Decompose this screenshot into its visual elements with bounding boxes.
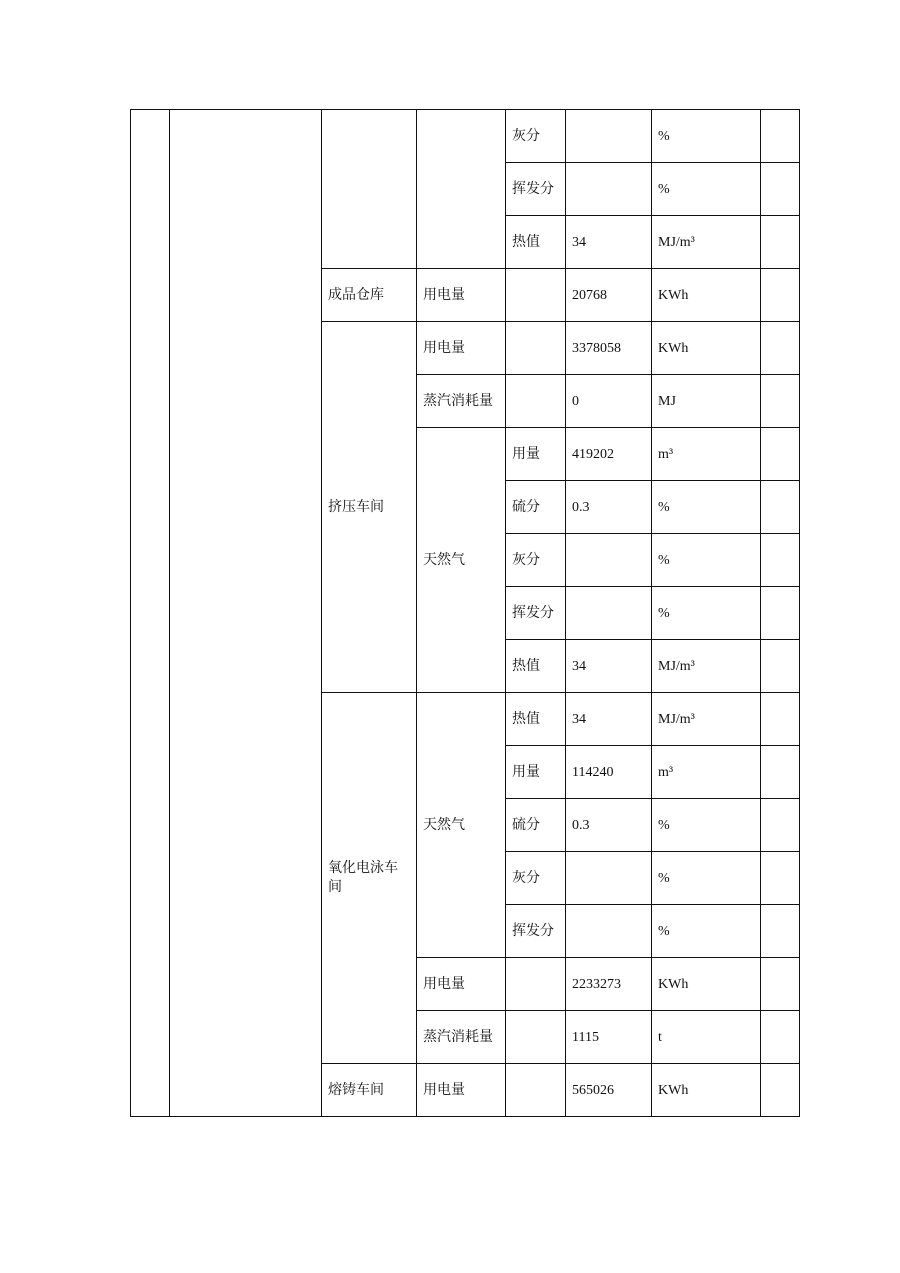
parameter-cell bbox=[506, 269, 566, 322]
unit-cell: KWh bbox=[652, 269, 761, 322]
remark-cell bbox=[761, 481, 800, 534]
parameter-cell: 挥发分 bbox=[506, 587, 566, 640]
value-cell bbox=[566, 852, 652, 905]
parameter-cell bbox=[506, 1011, 566, 1064]
parameter-cell: 用量 bbox=[506, 428, 566, 481]
remark-cell bbox=[761, 322, 800, 375]
remark-cell bbox=[761, 163, 800, 216]
parameter-cell bbox=[506, 322, 566, 375]
remark-cell bbox=[761, 216, 800, 269]
unit-cell: % bbox=[652, 481, 761, 534]
remark-cell bbox=[761, 640, 800, 693]
energy-consumption-table bbox=[130, 109, 800, 1117]
parameter-cell: 热值 bbox=[506, 693, 566, 746]
value-cell bbox=[566, 587, 652, 640]
unit-cell: % bbox=[652, 110, 761, 163]
parameter-cell: 灰分 bbox=[506, 534, 566, 587]
unit-cell: KWh bbox=[652, 1064, 761, 1117]
unit-cell: % bbox=[652, 905, 761, 958]
unit-cell: t bbox=[652, 1011, 761, 1064]
unit-cell: MJ/m³ bbox=[652, 216, 761, 269]
value-cell: 3378058 bbox=[566, 322, 652, 375]
category-cell bbox=[170, 110, 322, 1117]
value-cell: 0.3 bbox=[566, 481, 652, 534]
remark-cell bbox=[761, 269, 800, 322]
unit-cell: % bbox=[652, 534, 761, 587]
unit-cell: % bbox=[652, 587, 761, 640]
value-cell: 34 bbox=[566, 693, 652, 746]
unit-cell: % bbox=[652, 852, 761, 905]
workshop-cell: 挤压车间 bbox=[322, 322, 417, 693]
unit-cell: KWh bbox=[652, 322, 761, 375]
parameter-cell: 热值 bbox=[506, 216, 566, 269]
value-cell bbox=[566, 110, 652, 163]
remark-cell bbox=[761, 1011, 800, 1064]
value-cell bbox=[566, 905, 652, 958]
energy-type-cell bbox=[417, 110, 506, 269]
unit-cell: KWh bbox=[652, 958, 761, 1011]
energy-type-cell: 用电量 bbox=[417, 322, 506, 375]
workshop-cell: 氧化电泳车间 bbox=[322, 693, 417, 1064]
value-cell bbox=[566, 163, 652, 216]
remark-cell bbox=[761, 693, 800, 746]
parameter-cell bbox=[506, 958, 566, 1011]
value-cell bbox=[566, 534, 652, 587]
remark-cell bbox=[761, 799, 800, 852]
parameter-cell: 挥发分 bbox=[506, 905, 566, 958]
parameter-cell: 挥发分 bbox=[506, 163, 566, 216]
value-cell: 419202 bbox=[566, 428, 652, 481]
unit-cell: m³ bbox=[652, 428, 761, 481]
unit-cell: MJ bbox=[652, 375, 761, 428]
energy-type-cell: 用电量 bbox=[417, 958, 506, 1011]
remark-cell bbox=[761, 375, 800, 428]
workshop-cell: 成品仓库 bbox=[322, 269, 417, 322]
value-cell: 20768 bbox=[566, 269, 652, 322]
value-cell: 34 bbox=[566, 216, 652, 269]
remark-cell bbox=[761, 587, 800, 640]
value-cell: 34 bbox=[566, 640, 652, 693]
remark-cell bbox=[761, 746, 800, 799]
parameter-cell: 硫分 bbox=[506, 481, 566, 534]
parameter-cell bbox=[506, 375, 566, 428]
unit-cell: % bbox=[652, 799, 761, 852]
energy-type-cell: 蒸汽消耗量 bbox=[417, 375, 506, 428]
remark-cell bbox=[761, 905, 800, 958]
table-row bbox=[131, 110, 800, 163]
index-cell bbox=[131, 110, 170, 1117]
parameter-cell: 硫分 bbox=[506, 799, 566, 852]
value-cell: 0.3 bbox=[566, 799, 652, 852]
parameter-cell: 用量 bbox=[506, 746, 566, 799]
unit-cell: MJ/m³ bbox=[652, 640, 761, 693]
parameter-cell: 热值 bbox=[506, 640, 566, 693]
parameter-cell bbox=[506, 1064, 566, 1117]
energy-type-cell: 用电量 bbox=[417, 269, 506, 322]
energy-type-cell: 蒸汽消耗量 bbox=[417, 1011, 506, 1064]
parameter-cell: 灰分 bbox=[506, 852, 566, 905]
remark-cell bbox=[761, 852, 800, 905]
energy-type-cell: 天然气 bbox=[417, 693, 506, 958]
value-cell: 114240 bbox=[566, 746, 652, 799]
parameter-cell: 灰分 bbox=[506, 110, 566, 163]
unit-cell: % bbox=[652, 163, 761, 216]
remark-cell bbox=[761, 958, 800, 1011]
workshop-cell bbox=[322, 110, 417, 269]
remark-cell bbox=[761, 534, 800, 587]
value-cell: 565026 bbox=[566, 1064, 652, 1117]
value-cell: 0 bbox=[566, 375, 652, 428]
table-body bbox=[131, 110, 800, 1117]
unit-cell: MJ/m³ bbox=[652, 693, 761, 746]
energy-type-cell: 用电量 bbox=[417, 1064, 506, 1117]
workshop-cell: 熔铸车间 bbox=[322, 1064, 417, 1117]
unit-cell: m³ bbox=[652, 746, 761, 799]
energy-type-cell: 天然气 bbox=[417, 428, 506, 693]
value-cell: 2233273 bbox=[566, 958, 652, 1011]
value-cell: 1115 bbox=[566, 1011, 652, 1064]
remark-cell bbox=[761, 1064, 800, 1117]
remark-cell bbox=[761, 428, 800, 481]
remark-cell bbox=[761, 110, 800, 163]
